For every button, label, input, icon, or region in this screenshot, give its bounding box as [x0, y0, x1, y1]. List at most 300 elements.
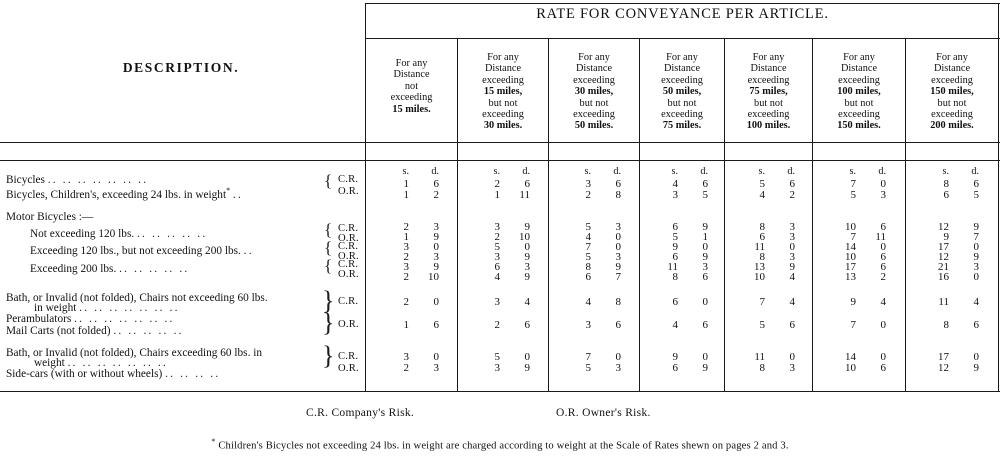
header-line: exceeding [573, 74, 615, 86]
header-line: Distance [750, 63, 787, 75]
rate-shillings: 5 [494, 241, 500, 253]
header-line-distance: 30 miles. [483, 120, 523, 132]
leader-dots: .. [243, 245, 254, 257]
unit-header-s: s. [942, 166, 949, 177]
label-text: weight [34, 357, 65, 369]
description-column-title: DESCRIPTION. [122, 60, 240, 75]
rate-shillings: 8 [943, 178, 949, 190]
rate-shillings: 4 [672, 319, 678, 331]
label-text: Bicycles [6, 174, 45, 186]
risk-label-bicycles-or: O.R. [338, 186, 359, 197]
rate-pence: 9 [973, 221, 979, 233]
header-line: but not [579, 97, 609, 109]
unit-header-d: d. [700, 166, 708, 177]
rate-pence: 6 [524, 319, 530, 331]
label-text: Exceeding 200 lbs. [30, 263, 117, 275]
rate-shillings: 3 [403, 351, 409, 363]
rate-pence: 0 [433, 241, 439, 253]
header-line-distance: 50 miles. [574, 120, 614, 132]
header-line-distance: 30 miles, [574, 86, 614, 98]
rate-shillings: 13 [754, 261, 765, 273]
header-line: exceeding [482, 74, 524, 86]
rate-shillings: 2 [403, 271, 409, 283]
header-line: but not [844, 97, 874, 109]
rate-pence: 4 [524, 296, 530, 308]
rate-pence: 3 [433, 221, 439, 233]
legend-owner-risk: O.R. Owner's Risk. [556, 407, 651, 419]
rate-shillings: 3 [494, 362, 500, 374]
rate-pence: 3 [789, 362, 795, 374]
rate-shillings: 1 [403, 189, 409, 201]
label-text: Bath, or Invalid (not folded), Chairs exceeding 60 lbs. in [6, 347, 263, 359]
brace-motor-200: { [324, 256, 333, 275]
risk-label-motor120-cr: C.R. [338, 223, 359, 234]
risk-label-motor120to200-or: O.R. [338, 251, 359, 262]
rate-pence: 9 [433, 261, 439, 273]
rate-shillings: 10 [754, 271, 765, 283]
rate-shillings: 5 [672, 231, 678, 243]
rate-shillings: 5 [585, 362, 591, 374]
rate-shillings: 4 [585, 231, 591, 243]
header-line-distance: 75 miles, [749, 86, 788, 98]
rate-pence: 11 [875, 231, 886, 243]
rate-pence: 9 [524, 221, 530, 233]
rate-shillings: 2 [494, 319, 500, 331]
rule-table-body-top [0, 160, 1000, 161]
rate-shillings: 10 [845, 362, 856, 374]
label-text: Side-cars (with or without wheels) [6, 368, 163, 380]
column-header-15to30 [458, 52, 548, 132]
header-line: For any [578, 52, 610, 63]
header-line: exceeding [482, 109, 524, 121]
risk-label-motor200-or: O.R. [338, 269, 359, 280]
header-line-distance: 100 miles. [746, 120, 791, 132]
rate-pence: 3 [973, 261, 979, 273]
header-line: Distance [484, 63, 522, 75]
rate-pence: 9 [702, 251, 708, 263]
rate-shillings: 4 [494, 271, 500, 283]
rate-shillings: 8 [759, 221, 765, 233]
rate-shillings: 8 [759, 251, 765, 263]
brace-bath-60-lower: } [322, 308, 335, 337]
leader-dots: .. .. .. .. .. .. .. [79, 302, 180, 314]
rate-pence: 0 [789, 241, 795, 253]
risk-label-motor120to200-cr: C.R. [338, 241, 359, 252]
rule-under-column-headers [0, 142, 1000, 143]
rate-shillings: 10 [845, 221, 856, 233]
header-line: exceeding [747, 109, 790, 121]
rate-pence: 2 [880, 271, 886, 283]
rate-pence: 8 [615, 189, 621, 201]
rate-shillings: 2 [403, 296, 409, 308]
rule-top-rate-header [365, 3, 1000, 4]
header-line: exceeding [838, 74, 880, 86]
header-line: For any [936, 52, 968, 63]
rate-pence: 10 [428, 271, 439, 283]
rate-shillings: 7 [850, 178, 856, 190]
rate-shillings: 12 [938, 221, 949, 233]
rate-pence: 3 [433, 362, 439, 374]
rate-shillings: 6 [494, 261, 500, 273]
rate-pence: 2 [433, 189, 439, 201]
rate-pence: 6 [880, 261, 886, 273]
unit-header-d: d. [878, 166, 886, 177]
rate-pence: 0 [615, 241, 621, 253]
rate-pence: 0 [973, 271, 979, 283]
leader-dots: .. .. .. .. .. .. .. [47, 174, 149, 186]
rate-pence: 9 [524, 362, 530, 374]
unit-header-s: s. [493, 166, 500, 177]
rate-shillings: 6 [672, 221, 678, 233]
rate-pence: 4 [880, 296, 886, 308]
row-label-perambulators [6, 313, 175, 325]
rate-pence: 4 [973, 296, 979, 308]
rate-shillings: 5 [850, 189, 856, 201]
rate-shillings: 6 [759, 231, 765, 243]
rate-shillings: 1 [403, 319, 409, 331]
header-line: For any [752, 52, 785, 63]
unit-header-s: s. [758, 166, 765, 177]
label-text: Perambulators [6, 313, 72, 325]
rate-shillings: 8 [585, 261, 591, 273]
row-label-motor-bicycles-heading [6, 211, 93, 223]
risk-label-bicycles-cr: C.R. [338, 174, 359, 185]
rate-pence: 0 [615, 351, 621, 363]
rate-pence: 3 [524, 261, 530, 273]
rate-shillings: 16 [938, 271, 949, 283]
risk-label-motor120-or: O.R. [338, 233, 359, 244]
rate-pence: 9 [702, 221, 708, 233]
header-line: Distance [575, 63, 613, 75]
leader-dots: .. .. .. .. .. [119, 263, 190, 275]
rate-pence: 5 [973, 189, 979, 201]
rate-shillings: 3 [403, 241, 409, 253]
rate-pence: 9 [524, 251, 530, 263]
rate-pence: 5 [702, 189, 708, 201]
rate-pence: 6 [615, 178, 621, 190]
footnote-text: Children's Bicycles not exceeding 24 lbs. in weight are charged according to weight at the Scale of Rates shewn on pages 2 and 3. [218, 440, 789, 452]
rate-pence: 0 [880, 178, 886, 190]
rate-shillings: 3 [585, 319, 591, 331]
risk-label-motor200-cr: C.R. [338, 259, 359, 270]
header-line: exceeding [931, 74, 973, 86]
divider-col-7-right [998, 3, 999, 391]
brace-motor-120: { [324, 220, 333, 239]
unit-header-s: s. [402, 166, 409, 177]
row-label-side-cars [6, 368, 220, 380]
rate-pence: 6 [880, 362, 886, 374]
rate-pence: 9 [789, 261, 795, 273]
row-label-bicycles [6, 174, 148, 186]
rate-pence: 10 [519, 231, 530, 243]
rate-shillings: 4 [759, 189, 765, 201]
rate-pence: 6 [789, 178, 795, 190]
rate-shillings: 3 [494, 296, 500, 308]
rate-pence: 3 [789, 221, 795, 233]
label-text: Exceeding 120 lbs., but not exceeding 200 lbs. [30, 245, 241, 257]
leader-dots: .. .. .. .. .. [137, 228, 208, 240]
rate-shillings: 8 [672, 271, 678, 283]
header-line: but not [667, 97, 697, 109]
rate-pence: 3 [702, 261, 708, 273]
label-text: in weight [34, 302, 77, 314]
column-header-75to100 [725, 52, 812, 132]
leader-dots: .. .. .. .. .. [113, 325, 184, 337]
rate-shillings: 3 [494, 221, 500, 233]
unit-header-d: d. [787, 166, 795, 177]
rate-shillings: 5 [759, 178, 765, 190]
rate-pence: 0 [702, 296, 708, 308]
header-line: For any [487, 52, 519, 63]
rate-shillings: 5 [759, 319, 765, 331]
column-header-30to50 [549, 52, 639, 132]
header-line-distance: 200 miles. [930, 120, 974, 132]
risk-label-bathover60-cr: C.R. [338, 351, 359, 362]
rate-pence: 9 [524, 271, 530, 283]
rate-pence: 6 [615, 319, 621, 331]
rate-shillings: 5 [585, 251, 591, 263]
brace-bath-over-60: } [322, 341, 335, 370]
rate-pence: 6 [524, 178, 530, 190]
unit-header-d: d. [431, 166, 439, 177]
rate-pence: 0 [880, 351, 886, 363]
header-line: but not [754, 97, 783, 109]
rate-shillings: 6 [672, 362, 678, 374]
rate-shillings: 1 [494, 189, 500, 201]
rate-shillings: 5 [494, 351, 500, 363]
rate-pence: 7 [973, 231, 979, 243]
column-header-150to200 [906, 52, 998, 132]
header-line: exceeding [931, 109, 973, 121]
rate-pence: 0 [789, 351, 795, 363]
rate-pence: 0 [615, 231, 621, 243]
header-line: exceeding [573, 109, 615, 121]
rate-pence: 6 [433, 319, 439, 331]
rate-shillings: 12 [938, 362, 949, 374]
header-line: For any [843, 52, 875, 63]
header-line: but not [937, 97, 967, 109]
rate-shillings: 3 [585, 178, 591, 190]
row-label-bicycles-childrens [6, 186, 243, 201]
rate-shillings: 17 [845, 261, 856, 273]
rate-pence: 3 [615, 221, 621, 233]
rate-shillings: 11 [667, 261, 678, 273]
rate-shillings: 14 [845, 241, 856, 253]
rate-pence: 4 [789, 271, 795, 283]
rate-shillings: 2 [403, 362, 409, 374]
header-line: exceeding [661, 109, 703, 121]
unit-header-s: s. [849, 166, 856, 177]
rate-shillings: 8 [759, 362, 765, 374]
rate-pence: 0 [702, 241, 708, 253]
unit-header-s: s. [671, 166, 678, 177]
row-label-motor-exceeding-200 [30, 263, 189, 275]
rate-pence: 6 [702, 178, 708, 190]
rate-shillings: 3 [403, 261, 409, 273]
row-label-motor-not-exceeding-120 [30, 228, 207, 240]
rate-shillings: 9 [943, 231, 949, 243]
unit-header-d: d. [522, 166, 530, 177]
rate-shillings: 4 [585, 296, 591, 308]
rate-pence: 3 [615, 251, 621, 263]
header-line: exceeding [747, 74, 790, 86]
rate-pence: 6 [433, 178, 439, 190]
rate-shillings: 9 [672, 351, 678, 363]
rate-pence: 0 [973, 351, 979, 363]
rate-shillings: 7 [850, 319, 856, 331]
header-line: but not [488, 97, 518, 109]
header-line: For any [395, 58, 428, 69]
header-line: exceeding [661, 74, 703, 86]
rate-pence: 9 [702, 362, 708, 374]
brace-bath-60: } [322, 286, 335, 315]
header-line-distance: 15 miles. [392, 103, 431, 115]
rate-pence: 6 [702, 271, 708, 283]
rate-shillings: 10 [845, 251, 856, 263]
rate-shillings: 11 [754, 241, 765, 253]
column-header-upto15 [366, 58, 457, 115]
rate-shillings: 1 [403, 231, 409, 243]
leader-dots: .. [232, 188, 243, 201]
header-line: Distance [663, 63, 701, 75]
rate-shillings: 5 [585, 221, 591, 233]
rate-shillings: 14 [845, 351, 856, 363]
header-line-distance: 15 miles, [483, 86, 523, 98]
header-line: exceeding [390, 92, 433, 104]
rate-pence: 11 [519, 189, 530, 201]
rate-pence: 0 [433, 351, 439, 363]
header-line: not [404, 80, 419, 92]
rate-pence: 7 [615, 271, 621, 283]
rate-pence: 0 [524, 351, 530, 363]
rate-pence: 4 [789, 296, 795, 308]
footnote-marker: * [211, 437, 216, 446]
risk-label-bathover60-or: O.R. [338, 363, 359, 374]
rate-shillings: 7 [759, 296, 765, 308]
column-header-50to75 [640, 52, 724, 132]
brace-motor-120-200: { [324, 238, 333, 257]
header-line-distance: 150 miles. [837, 120, 881, 132]
risk-label-bath60-cr: C.R. [338, 296, 359, 307]
rate-shillings: 6 [672, 251, 678, 263]
column-header-100to150 [813, 52, 905, 132]
label-text: Motor Bicycles :— [6, 211, 94, 223]
rate-shillings: 4 [672, 178, 678, 190]
leader-dots: .. .. .. .. [165, 368, 221, 380]
footnote [0, 437, 1000, 452]
rate-pence: 8 [615, 296, 621, 308]
rate-shillings: 2 [403, 251, 409, 263]
rate-shillings: 6 [585, 271, 591, 283]
rate-shillings: 3 [494, 251, 500, 263]
header-line-distance: 75 miles. [662, 120, 702, 132]
header-line: Distance [840, 63, 878, 75]
rate-shillings: 7 [585, 351, 591, 363]
rate-pence: 3 [615, 362, 621, 374]
rate-shillings: 13 [845, 271, 856, 283]
rate-pence: 6 [973, 178, 979, 190]
rate-pence: 3 [789, 251, 795, 263]
rate-shillings: 2 [403, 221, 409, 233]
rate-shillings: 11 [938, 296, 949, 308]
rate-pence: 6 [880, 221, 886, 233]
rate-pence: 6 [973, 319, 979, 331]
rate-shillings: 6 [943, 189, 949, 201]
unit-header-s: s. [584, 166, 591, 177]
rate-shillings: 6 [672, 296, 678, 308]
rate-shillings: 9 [850, 296, 856, 308]
row-label-mail-carts [6, 325, 184, 337]
rate-shillings: 8 [943, 319, 949, 331]
rate-pence: 0 [973, 241, 979, 253]
rate-pence: 6 [702, 319, 708, 331]
label-text: Not exceeding 120 lbs. [30, 228, 135, 240]
footnote-marker: * [226, 186, 231, 195]
rate-pence: 3 [880, 189, 886, 201]
rate-shillings: 17 [938, 241, 949, 253]
rate-shillings: 3 [672, 189, 678, 201]
header-line: exceeding [838, 109, 880, 121]
header-line-distance: 100 miles, [837, 86, 881, 98]
rate-shillings: 7 [585, 241, 591, 253]
rate-pence: 2 [789, 189, 795, 201]
rate-pence: 0 [433, 296, 439, 308]
rate-pence: 6 [880, 251, 886, 263]
rate-pence: 0 [880, 241, 886, 253]
leader-dots: .. .. .. .. .. .. .. [67, 357, 169, 369]
leader-dots: .. .. .. .. .. .. .. [74, 313, 175, 325]
rule-table-body-bottom [0, 391, 1000, 392]
brace-bicycles: { [324, 171, 333, 190]
rate-pence: 9 [973, 251, 979, 263]
rate-pence: 0 [880, 319, 886, 331]
rate-shillings: 9 [672, 241, 678, 253]
rate-shillings: 7 [850, 231, 856, 243]
rate-pence: 9 [615, 261, 621, 273]
unit-header-d: d. [971, 166, 979, 177]
rate-shillings: 12 [938, 251, 949, 263]
rate-pence: 3 [433, 251, 439, 263]
rate-shillings: 2 [585, 189, 591, 201]
row-label-motor-120-to-200 [30, 245, 254, 257]
rate-shillings: 21 [938, 261, 949, 273]
rate-pence: 0 [524, 241, 530, 253]
rate-shillings: 1 [403, 178, 409, 190]
rate-shillings: 2 [494, 231, 500, 243]
rate-header-title: RATE FOR CONVEYANCE PER ARTICLE. [536, 6, 829, 22]
rate-pence: 6 [789, 319, 795, 331]
rate-pence: 1 [702, 231, 708, 243]
header-line: For any [666, 52, 698, 63]
header-line: Distance [393, 69, 430, 81]
label-text: Mail Carts (not folded) [6, 325, 111, 337]
header-line-distance: 50 miles, [662, 86, 702, 98]
rate-pence: 9 [433, 231, 439, 243]
rate-pence: 0 [702, 351, 708, 363]
legend-company-risk: C.R. Company's Risk. [306, 407, 415, 419]
rate-pence: 9 [973, 362, 979, 374]
rate-pence: 3 [789, 231, 795, 243]
rate-shillings: 2 [494, 178, 500, 190]
label-text: Bath, or Invalid (not folded), Chairs not exceeding 60 lbs. [6, 292, 268, 304]
unit-header-d: d. [613, 166, 621, 177]
label-text: Bicycles, Children's, exceeding 24 lbs. in weight [6, 188, 227, 201]
header-line: Distance [933, 63, 971, 75]
risk-label-bath60-or: O.R. [338, 319, 359, 330]
rate-shillings: 11 [754, 351, 765, 363]
header-line-distance: 150 miles, [930, 86, 974, 98]
rate-shillings: 17 [938, 351, 949, 363]
